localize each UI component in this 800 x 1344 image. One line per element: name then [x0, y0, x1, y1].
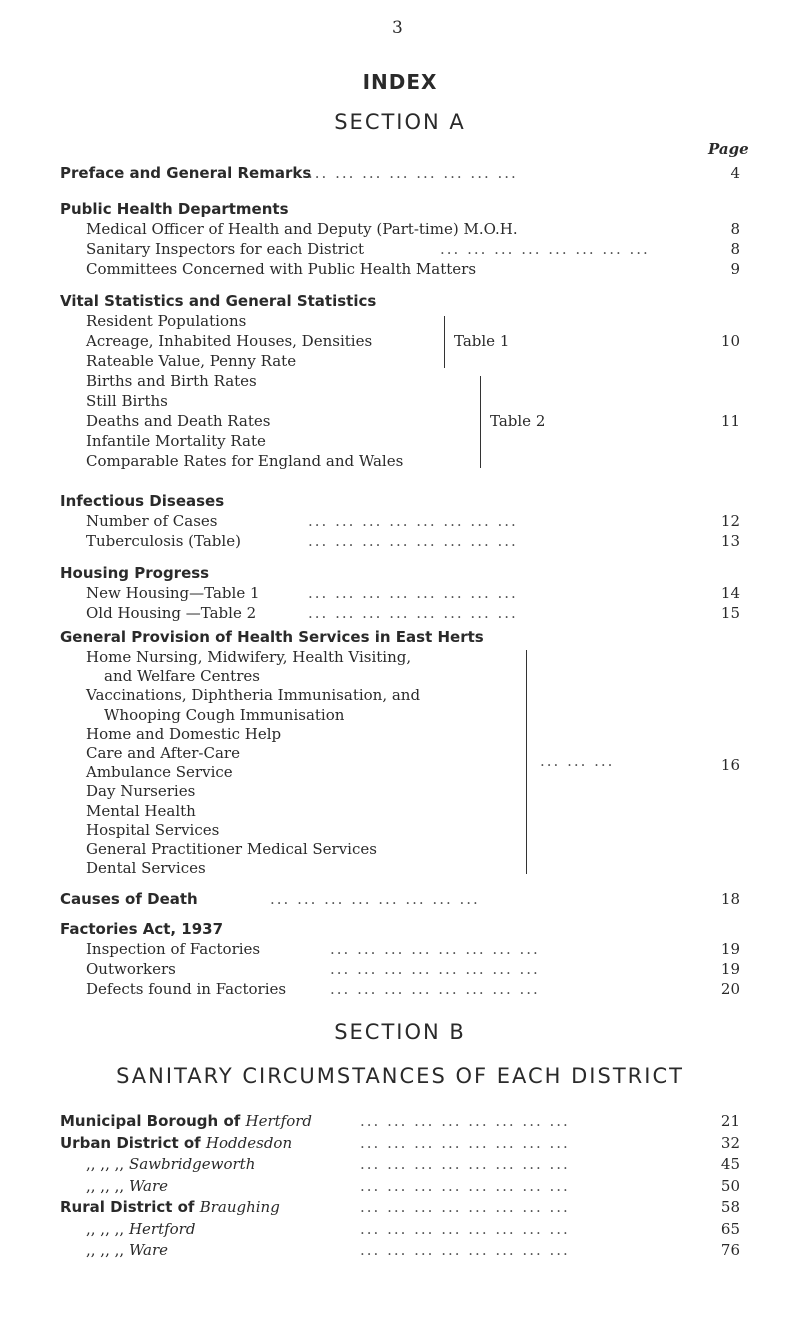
leader-dots: ... ... ... ... ... ... ... ... — [330, 960, 540, 978]
ph-item-2: Sanitary Inspectors for each District — [86, 240, 365, 258]
leader-dots: ... ... ... ... ... ... ... ... — [360, 1176, 570, 1195]
vital-g2-item-1: Births and Birth Rates — [86, 372, 257, 390]
district-row — [60, 1134, 292, 1152]
vital-g2-item-2: Still Births — [86, 392, 168, 410]
district-row — [60, 1198, 280, 1216]
district-row — [86, 1220, 195, 1238]
housing-item-2: Old Housing —Table 2 — [86, 604, 257, 622]
district-prefix: ,, ,, ,, — [86, 1241, 125, 1259]
brace-general-provision — [520, 650, 527, 874]
leader-dots: ... ... ... ... ... ... ... ... — [308, 584, 518, 602]
housing-heading: Housing Progress — [60, 564, 210, 582]
district-name: Hoddesdon — [205, 1133, 293, 1152]
district-name: Hertford — [128, 1219, 196, 1238]
leader-dots: ... ... ... ... ... ... ... ... — [360, 1155, 570, 1173]
leader-dots: ... ... ... ... ... ... ... ... — [308, 512, 518, 530]
index-title: INDEX — [362, 70, 438, 94]
district-row — [86, 1155, 255, 1173]
leader-dots: ... ... ... ... ... ... ... ... — [360, 1112, 570, 1130]
district-name: Hertford — [245, 1112, 313, 1130]
gp-item-12: Dental Services — [86, 859, 206, 878]
district-page: 58 — [720, 1198, 740, 1216]
gp-item-8: Day Nurseries — [86, 782, 196, 801]
section-b-heading: SECTION B — [334, 1020, 466, 1044]
inf-item-1: Number of Cases — [86, 512, 218, 530]
factories-item: Defects found in Factories — [86, 980, 287, 998]
brace-table-1 — [438, 316, 445, 368]
general-provision-heading: General Provision of Health Services in East Herts — [60, 628, 484, 646]
gp-item-9: Mental Health — [86, 801, 196, 820]
leader-dots: ... ... ... ... ... ... ... ... — [308, 164, 518, 182]
district-prefix: Municipal Borough of — [60, 1112, 241, 1130]
leader-dots: ... ... ... ... ... ... ... ... — [270, 890, 480, 908]
vital-g1-item-2: Acreage, Inhabited Houses, Densities — [86, 332, 373, 350]
district-page: 21 — [720, 1112, 740, 1130]
factories-heading: Factories Act, 1937 — [60, 920, 224, 938]
gp-item-5: Home and Domestic Help — [86, 724, 282, 743]
leader-dots: ... ... ... ... ... ... ... ... — [330, 980, 540, 998]
page-number: 3 — [392, 18, 403, 38]
vital-g1-item-3: Rateable Value, Penny Rate — [86, 352, 297, 370]
factories-item: Outworkers — [86, 960, 176, 978]
gp-item-1: Home Nursing, Midwifery, Health Visiting, — [86, 648, 412, 666]
district-row — [86, 1177, 168, 1195]
district-page: 32 — [720, 1133, 740, 1152]
district-prefix: Urban District of — [60, 1133, 201, 1152]
brace-table-2 — [474, 376, 481, 468]
gp-item-6: Care and After-Care — [86, 744, 240, 762]
vital-g2-item-3: Deaths and Death Rates — [86, 412, 271, 430]
factories-item-page: 19 — [720, 960, 740, 978]
gp-item-11: General Practitioner Medical Services — [86, 840, 377, 858]
leader-dots: ... ... ... ... ... ... ... ... — [360, 1219, 570, 1238]
table-1-label: Table 1 — [454, 332, 510, 350]
table-2-page: 11 — [720, 412, 740, 430]
district-page: 45 — [720, 1155, 740, 1173]
district-prefix: ,, ,, ,, — [86, 1155, 125, 1173]
section-a-heading: SECTION A — [334, 110, 466, 134]
inf-item-2-page: 13 — [720, 532, 740, 550]
gp-page: 16 — [720, 756, 740, 774]
leader-dots: ... ... ... ... ... ... ... ... — [360, 1241, 570, 1259]
gp-item-2: and Welfare Centres — [104, 667, 260, 686]
public-health-heading: Public Health Departments — [60, 200, 289, 218]
leader-dots: ... ... ... ... ... ... ... ... — [360, 1133, 570, 1152]
housing-item-1-page: 14 — [720, 584, 740, 602]
leader-dots: ... ... ... ... ... ... ... ... — [308, 604, 518, 622]
factories-item-page: 19 — [720, 940, 740, 958]
gp-item-4: Whooping Cough Immunisation — [104, 705, 345, 724]
district-row — [60, 1112, 312, 1130]
ph-item-2-page: 8 — [730, 240, 740, 258]
gp-item-10: Hospital Services — [86, 820, 220, 839]
district-prefix: Rural District of — [60, 1198, 195, 1216]
sanitary-heading: SANITARY CIRCUMSTANCES OF EACH DISTRICT — [116, 1064, 684, 1088]
ph-item-3-page: 9 — [730, 260, 740, 278]
table-1-page: 10 — [720, 332, 740, 350]
district-name: Ware — [128, 1176, 169, 1195]
district-prefix: ,, ,, ,, — [86, 1219, 125, 1238]
page-column-header: Page — [708, 140, 749, 158]
vital-g2-item-5: Comparable Rates for England and Wales — [86, 452, 404, 470]
district-prefix: ,, ,, ,, — [86, 1176, 125, 1195]
district-page: 50 — [720, 1176, 740, 1195]
gp-item-3: Vaccinations, Diphtheria Immunisation, and — [86, 686, 421, 705]
vital-g2-item-4: Infantile Mortality Rate — [86, 432, 266, 450]
vital-g1-item-1: Resident Populations — [86, 312, 247, 330]
inf-item-2: Tuberculosis (Table) — [86, 532, 241, 550]
factories-item-page: 20 — [720, 980, 740, 998]
leader-dots: ... ... ... ... ... ... ... ... — [308, 532, 518, 550]
factories-item: Inspection of Factories — [86, 940, 261, 958]
leader-dots: ... ... ... — [540, 752, 615, 770]
district-name: Sawbridgeworth — [128, 1155, 256, 1173]
district-row — [86, 1241, 168, 1259]
preface-page: 4 — [730, 164, 740, 182]
ph-item-1: Medical Officer of Health and Deputy (Part-time) M.O.H. — [86, 220, 518, 238]
preface-label: Preface and General Remarks — [60, 164, 312, 182]
leader-dots: ... ... ... ... ... ... ... ... — [440, 240, 650, 258]
district-page: 65 — [720, 1219, 740, 1238]
housing-item-1: New Housing—Table 1 — [86, 584, 260, 602]
table-2-label: Table 2 — [490, 412, 546, 430]
ph-item-3: Committees Concerned with Public Health Matters — [86, 260, 477, 278]
causes-page: 18 — [720, 890, 740, 908]
district-name: Ware — [128, 1241, 169, 1259]
ph-item-1-page: 8 — [730, 220, 740, 238]
infectious-heading: Infectious Diseases — [60, 492, 225, 510]
causes-label: Causes of Death — [60, 890, 198, 908]
inf-item-1-page: 12 — [720, 512, 740, 530]
leader-dots: ... ... ... ... ... ... ... ... — [330, 940, 540, 958]
leader-dots: ... ... ... ... ... ... ... ... — [360, 1198, 570, 1216]
vital-heading: Vital Statistics and General Statistics — [60, 292, 377, 310]
gp-item-7: Ambulance Service — [86, 763, 233, 782]
housing-item-2-page: 15 — [720, 604, 740, 622]
district-page: 76 — [720, 1241, 740, 1259]
district-name: Braughing — [199, 1198, 280, 1216]
